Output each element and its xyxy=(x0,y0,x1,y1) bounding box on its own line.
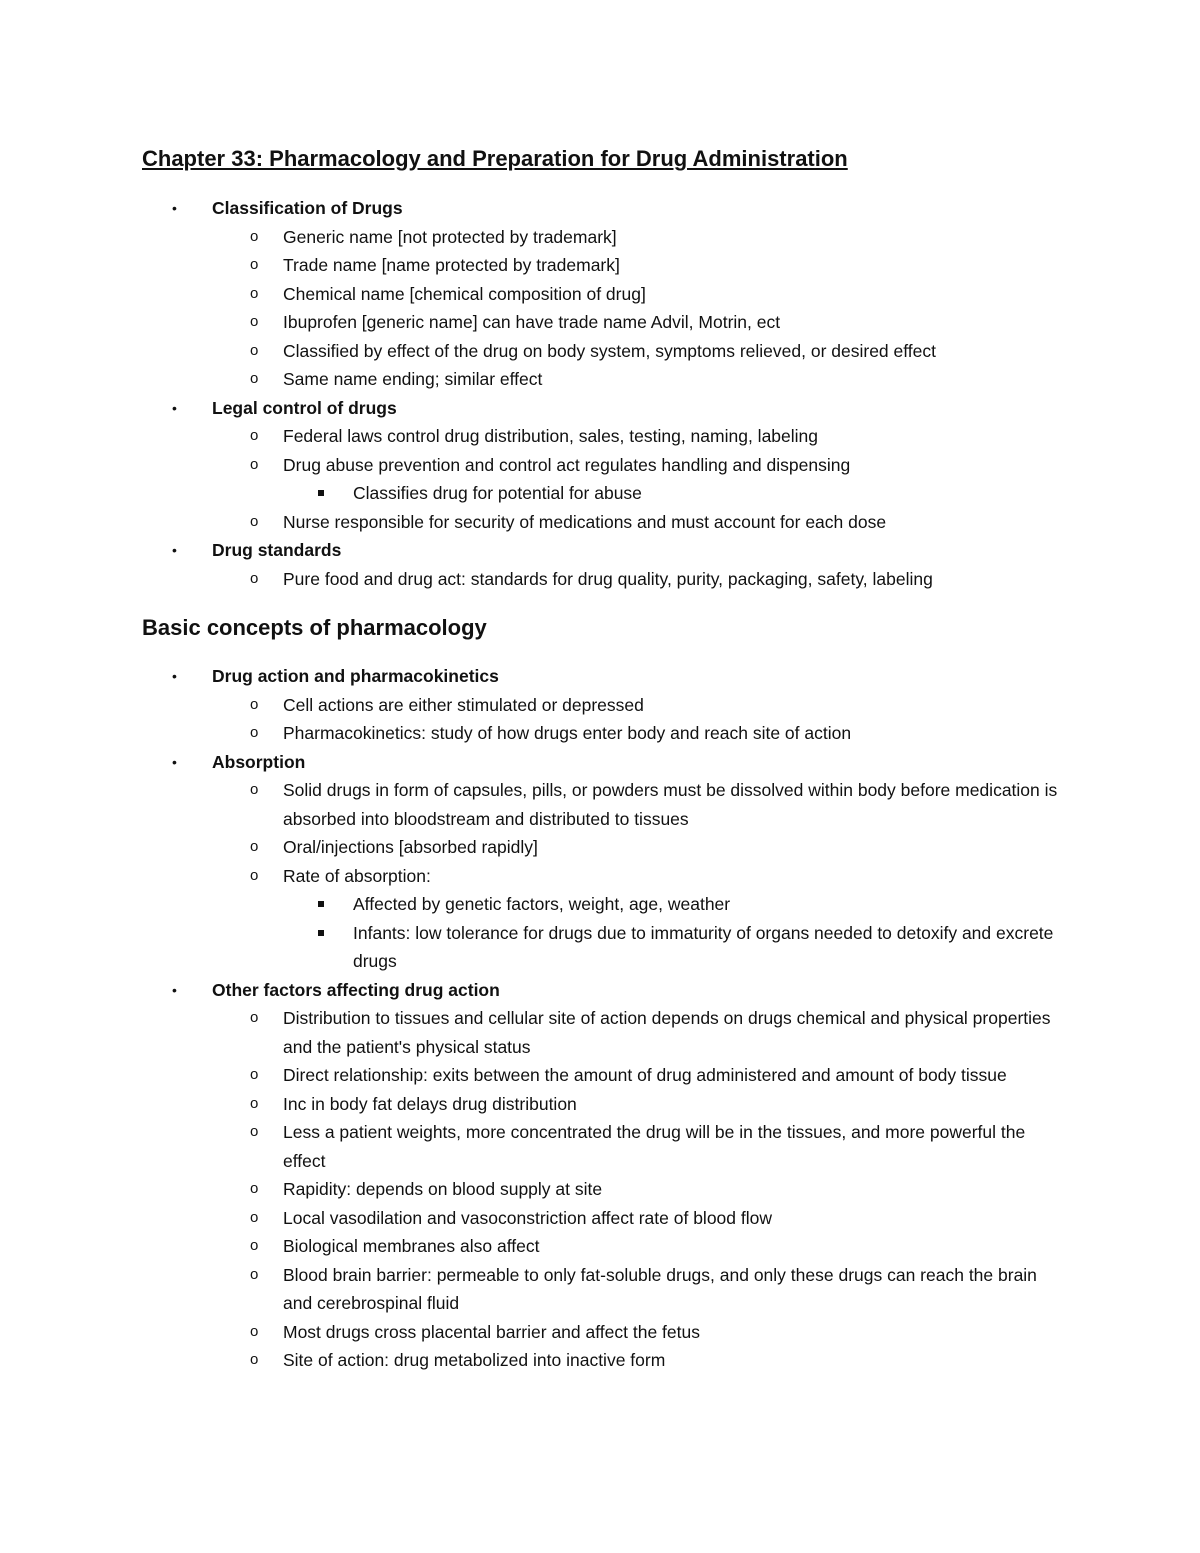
sub-bullet-marker: o xyxy=(250,512,259,530)
sub-bullet-item xyxy=(0,251,1200,280)
bullet-item-label: Other factors affecting drug action xyxy=(212,979,500,1000)
sub-bullet-item xyxy=(0,691,1200,720)
sub-bullet-text: Rate of absorption: xyxy=(283,865,431,886)
sub-bullet-marker: o xyxy=(250,1009,259,1026)
sub-bullet-item xyxy=(0,1318,1200,1347)
sub-bullet-text: Solid drugs in form of capsules, pills, or powders must be dissolved within body before medication is absorbed into bloodstream and distributed to tissues xyxy=(283,780,1058,829)
sub-bullet-marker: o xyxy=(250,569,259,587)
sub-bullet-text: Cell actions are either stimulated or depressed xyxy=(283,694,644,715)
sub-bullet-text: Drug abuse prevention and control act regulates handling and dispensing xyxy=(283,454,851,475)
sub-bullet-text: Pharmacokinetics: study of how drugs enter body and reach site of action xyxy=(283,723,852,743)
bullet-item xyxy=(0,662,1200,691)
bullet-item xyxy=(0,394,1200,423)
sub-bullet-text: Local vasodilation and vasoconstriction affect rate of blood flow xyxy=(283,1207,773,1228)
bullet-item-label: Drug standards xyxy=(212,540,342,560)
sub-bullet-item xyxy=(0,422,1200,451)
sub-bullet-marker: o xyxy=(250,1351,259,1368)
bullet-marker: • xyxy=(172,200,177,216)
sub-bullet-marker: o xyxy=(250,1180,259,1197)
bullet-item xyxy=(0,536,1200,565)
sub-bullet-text: Distribution to tissues and cellular site of action depends on drugs chemical and physical properties and the patient's physical status xyxy=(283,1008,1051,1057)
sub-bullet-marker: o xyxy=(250,838,259,855)
square-bullet-marker xyxy=(318,490,324,496)
sub-sub-bullet-item xyxy=(0,890,1200,919)
bullet-item-label: Absorption xyxy=(212,751,306,772)
sub-bullet-item xyxy=(0,1232,1200,1261)
sub-bullet-item xyxy=(0,1118,1200,1175)
chapter-title: Chapter 33: Pharmacology and Preparation for Drug Administration xyxy=(142,146,848,171)
bullet-item-label: Drug action and pharmacokinetics xyxy=(212,666,499,686)
sub-bullet-marker: o xyxy=(250,341,259,359)
sub-bullet-item xyxy=(0,1175,1200,1204)
sub-bullet-item xyxy=(0,565,1200,594)
sub-bullet-item xyxy=(0,308,1200,337)
basic-concepts-section-list xyxy=(0,662,1200,1375)
bullet-item xyxy=(0,976,1200,1005)
sub-bullet-text: Less a patient weights, more concentrated the drug will be in the tissues, and more powerful the effect xyxy=(283,1122,1026,1171)
sub-bullet-text: Federal laws control drug distribution, sales, testing, naming, labeling xyxy=(283,426,819,446)
bullet-marker: • xyxy=(172,981,177,998)
sub-bullet-text: Same name ending; similar effect xyxy=(283,369,543,389)
sub-bullet-text: Ibuprofen [generic name] can have trade name Advil, Motrin, ect xyxy=(283,312,781,332)
bullet-marker: • xyxy=(172,753,177,770)
sub-bullet-marker: o xyxy=(250,1066,259,1083)
sub-bullet-text: Nurse responsible for security of medications and must account for each dose xyxy=(283,511,887,532)
sub-sub-bullet-item xyxy=(0,479,1200,508)
sub-bullet-marker: o xyxy=(250,866,259,884)
sub-sub-bullet-text: Infants: low tolerance for drugs due to immaturity of organs needed to detoxify and excrete drugs xyxy=(353,922,1054,971)
sub-bullet-marker: o xyxy=(250,1094,259,1112)
sub-bullet-text: Classified by effect of the drug on body system, symptoms relieved, or desired effect xyxy=(283,340,937,361)
sub-bullet-marker: o xyxy=(250,313,259,330)
sub-bullet-text: Rapidity: depends on blood supply at site xyxy=(283,1179,603,1199)
bullet-item-label: Classification of Drugs xyxy=(212,198,403,218)
sub-bullet-item xyxy=(0,451,1200,480)
sub-bullet-marker: o xyxy=(250,1237,259,1254)
sub-bullet-text: Site of action: drug metabolized into inactive form xyxy=(283,1350,666,1370)
sub-bullet-marker: o xyxy=(250,256,259,273)
sub-sub-bullet-text: Classifies drug for potential for abuse xyxy=(353,483,642,503)
sub-bullet-marker: o xyxy=(250,1123,259,1140)
bullet-item xyxy=(0,194,1200,223)
sub-bullet-item xyxy=(0,223,1200,252)
bullet-marker: • xyxy=(172,542,177,558)
sub-bullet-item xyxy=(0,1261,1200,1318)
sub-bullet-text: Inc in body fat delays drug distribution xyxy=(283,1093,577,1114)
sub-bullet-item xyxy=(0,1004,1200,1061)
section-title-basic-concepts: Basic concepts of pharmacology xyxy=(142,615,487,640)
sub-bullet-marker: o xyxy=(250,284,259,302)
sub-bullet-marker: o xyxy=(250,695,259,713)
sub-bullet-item xyxy=(0,1090,1200,1119)
sub-bullet-text: Pure food and drug act: standards for drug quality, purity, packaging, safety, labeling xyxy=(283,568,933,589)
bullet-item xyxy=(0,748,1200,777)
sub-sub-bullet-text: Affected by genetic factors, weight, age, weather xyxy=(353,894,731,914)
sub-bullet-marker: o xyxy=(250,1322,259,1340)
sub-bullet-item xyxy=(0,280,1200,309)
square-bullet-marker xyxy=(318,901,324,907)
sub-bullet-item xyxy=(0,337,1200,366)
sub-bullet-item xyxy=(0,1204,1200,1233)
sub-bullet-marker: o xyxy=(250,427,259,444)
sub-bullet-text: Most drugs cross placental barrier and affect the fetus xyxy=(283,1321,700,1342)
sub-bullet-marker: o xyxy=(250,227,259,245)
sub-bullet-marker: o xyxy=(250,1265,259,1283)
square-bullet-marker xyxy=(318,930,324,936)
sub-sub-bullet-item xyxy=(0,919,1200,976)
sub-bullet-item xyxy=(0,1061,1200,1090)
sub-bullet-marker: o xyxy=(250,781,259,798)
bullet-item-label: Legal control of drugs xyxy=(212,397,397,418)
sub-bullet-text: Generic name [not protected by trademark] xyxy=(283,226,617,247)
sub-bullet-text: Chemical name [chemical composition of drug] xyxy=(283,283,646,304)
sub-bullet-marker: o xyxy=(250,1208,259,1226)
sub-bullet-text: Trade name [name protected by trademark] xyxy=(283,255,620,275)
sub-bullet-text: Direct relationship: exits between the amount of drug administered and amount of body tissue xyxy=(283,1065,1007,1085)
classification-section-list xyxy=(0,194,1200,593)
sub-bullet-item xyxy=(0,862,1200,891)
sub-bullet-item xyxy=(0,719,1200,748)
sub-bullet-marker: o xyxy=(250,455,259,473)
sub-bullet-item xyxy=(0,365,1200,394)
sub-bullet-item xyxy=(0,1346,1200,1375)
sub-bullet-text: Blood brain barrier: permeable to only fat-soluble drugs, and only these drugs can reach the brain and cerebrospinal fluid xyxy=(283,1264,1037,1313)
sub-bullet-marker: o xyxy=(250,370,259,387)
bullet-marker: • xyxy=(172,668,177,684)
sub-bullet-text: Biological membranes also affect xyxy=(283,1236,540,1256)
sub-bullet-text: Oral/injections [absorbed rapidly] xyxy=(283,837,538,857)
bullet-marker: • xyxy=(172,399,177,416)
sub-bullet-item xyxy=(0,833,1200,862)
sub-bullet-marker: o xyxy=(250,724,259,741)
sub-bullet-item xyxy=(0,508,1200,537)
sub-bullet-item xyxy=(0,776,1200,833)
